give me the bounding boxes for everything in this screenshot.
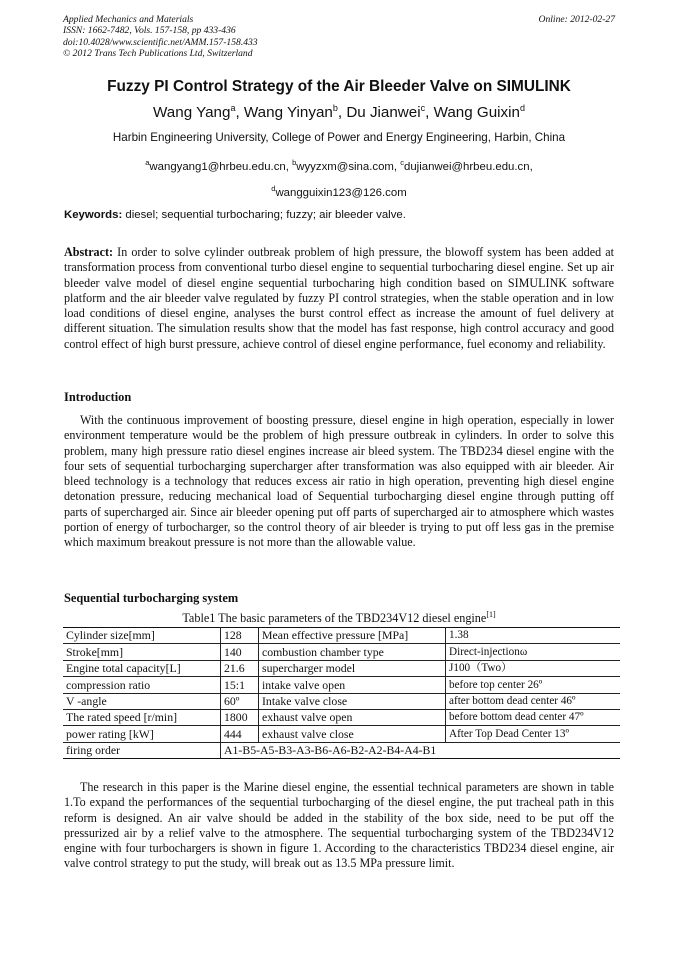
- param-name: Stroke[mm]: [63, 644, 221, 660]
- author-mark: d: [519, 103, 525, 113]
- param-name: The rated speed [r/min]: [63, 709, 221, 725]
- author-name: Wang Yang: [153, 104, 231, 122]
- email-mark: a: [145, 158, 150, 167]
- issn-line: ISSN: 1662-7482, Vols. 157-158, pp 433-436: [63, 25, 236, 37]
- param-value: 60º: [221, 693, 259, 709]
- abstract-text: In order to solve cylinder outbreak problem of high pressure, the blowoff system has been added at transformation process from conventional turbo diesel engine to sequential turbocharing diesel engine. Set up air bleeder valve model of diesel engine sequential turbocharing high condition based on SIMULINK software platform and the air bleeder valve regulated by fuzzy PI control strategies, when the stable operation and in low load conditions of diesel engine, analyses the burst control effect as increase the amount of fuel delivery at different situation. The simulation results show that the model has fast response, high control accuracy and good control effect of high burst pressure, achieve control of diesel engine performance, fuel economy and reliability.: [64, 245, 614, 351]
- copyright-line: © 2012 Trans Tech Publications Ltd, Switzerland: [63, 48, 253, 60]
- param-name: combustion chamber type: [259, 644, 446, 660]
- research-text: The research in this paper is the Marine diesel engine, the essential technical parameters are shown in table 1.To expand the performances of the sequential turbocharging of the diesel engine, the put tracheal path in this reform is designed. An air valve should be added in the stability of the box side, need to be put off the pressurized air by a relief valve to the atmosphere. The sequential turbocharging system of the TBD234V12 engine with four turbochargers is shown in figure 1. According to the characteristics TBD234 diesel engine, air valve control strategy to put the study, will break out as 13.5 MPa pressure limit.: [64, 780, 614, 871]
- param-value: Direct-injectionω: [446, 644, 621, 660]
- keywords-label: Keywords:: [64, 209, 123, 221]
- param-name: exhaust valve open: [259, 709, 446, 725]
- keywords: [64, 209, 406, 221]
- introduction-text: With the continuous improvement of boosting pressure, diesel engine in high operation, especially in lower environment temperature would be the problem of high pressure outbreak in cylinders. In order to solve this problem, many high pressure ratio diesel engines increase air bleed system. The TBD234 diesel engine with the four sets of sequential turbocharging supercharger after transformation was also equipped with air bleeder. Air bleed technology is a technology that reduces excess air ratio in high operation, preventing high diesel engine detonation pressure, reducing mechanical load of Sequential turbocharging diesel engine through putting off parts of supercharged air. Since air bleeder opening put off parts of supercharged air to atmosphere which wastes portion of energy of turbocharger, so the control theory of air bleeder is trying to put off less gas in the premise which maximum breakout pressure is not more than the allowable value.: [64, 413, 614, 550]
- author-name: Du Jianwei: [346, 104, 421, 122]
- table-citation[interactable]: [1]: [486, 610, 496, 619]
- author-mark: b: [332, 103, 338, 113]
- keywords-text: diesel; sequential turbocharing; fuzzy; air bleeder valve.: [125, 209, 406, 221]
- param-value: before bottom dead center 47º: [446, 709, 621, 725]
- introduction-heading: Introduction: [64, 390, 132, 404]
- table-row: [63, 693, 620, 709]
- param-name: Mean effective pressure [MPa]: [259, 628, 446, 644]
- param-value: 140: [221, 644, 259, 660]
- param-name: exhaust valve close: [259, 726, 446, 742]
- param-name: V -angle: [63, 693, 221, 709]
- email-address[interactable]: dujianwei@hrbeu.edu.cn: [404, 160, 530, 173]
- param-value: 1.38: [446, 628, 621, 644]
- param-name: Cylinder size[mm]: [63, 628, 221, 644]
- email-address[interactable]: wyyzxm@sina.com: [296, 160, 394, 173]
- parameters-table: [63, 627, 620, 759]
- param-value: before top center 26º: [446, 677, 621, 693]
- table-row: [63, 628, 620, 644]
- param-name: intake valve open: [259, 677, 446, 693]
- param-value: 21.6: [221, 660, 259, 676]
- param-value: A1-B5-A5-B3-A3-B6-A6-B2-A2-B4-A4-B1: [221, 742, 621, 758]
- param-name: Engine total capacity[L]: [63, 660, 221, 676]
- email-mark: d: [271, 183, 276, 193]
- table-caption: [64, 610, 614, 626]
- table-row: [63, 742, 620, 758]
- affiliation: Harbin Engineering University, College of Power and Energy Engineering, Harbin, China: [112, 131, 566, 144]
- email-mark: c: [400, 158, 404, 167]
- param-name: firing order: [63, 742, 221, 758]
- email-address[interactable]: wangguixin123@126.com: [275, 186, 407, 199]
- param-value: 1800: [221, 709, 259, 725]
- abstract: [64, 245, 614, 352]
- table-row: [63, 677, 620, 693]
- author-name: Wang Yinyan: [243, 104, 333, 122]
- param-name: supercharger model: [259, 660, 446, 676]
- paper-title: Fuzzy PI Control Strategy of the Air Bleeder Valve on SIMULINK: [107, 78, 571, 95]
- table-caption-text: Table1 The basic parameters of the TBD234V12 diesel engine: [182, 611, 487, 626]
- param-name: Intake valve close: [259, 693, 446, 709]
- running-header: [63, 14, 615, 60]
- table-row: [63, 709, 620, 725]
- param-value: 444: [221, 726, 259, 742]
- abstract-label: Abstract:: [64, 245, 114, 259]
- param-value: 128: [221, 628, 259, 644]
- email-list: $^a$wangyang1@hrbeu.edu.cn, $^b$wyyzxm@sina.com, $^c$dujianwei@hrbeu.edu.cn, $^d$wangguixin123@126.com: [145, 158, 533, 199]
- table-row: [63, 644, 620, 660]
- param-value: after bottom dead center 46º: [446, 693, 621, 709]
- sequential-heading: Sequential turbocharging system: [64, 591, 239, 605]
- email-mark: b: [292, 158, 297, 167]
- table-row: [63, 660, 620, 676]
- doi-line: doi:10.4028/www.scientific.net/AMM.157-158.433: [63, 36, 258, 48]
- param-value: 15:1: [221, 677, 259, 693]
- journal-name: Applied Mechanics and Materials: [63, 14, 194, 25]
- param-name: power rating [kW]: [63, 726, 221, 742]
- table-row: [63, 726, 620, 742]
- param-value: After Top Dead Center 13º: [446, 726, 621, 742]
- online-date: Online: 2012-02-27: [538, 14, 615, 25]
- param-value: J100（Two）: [446, 660, 621, 676]
- author-list: Wang Yang$^a$, Wang Yinyan$^b$, Du Jianwei$^c$, Wang Guixin$^d$: [153, 103, 525, 122]
- author-mark: a: [230, 103, 236, 113]
- author-mark: c: [420, 103, 426, 113]
- email-address[interactable]: wangyang1@hrbeu.edu.cn: [149, 160, 286, 173]
- param-name: compression ratio: [63, 677, 221, 693]
- author-name: Wang Guixin: [433, 104, 520, 122]
